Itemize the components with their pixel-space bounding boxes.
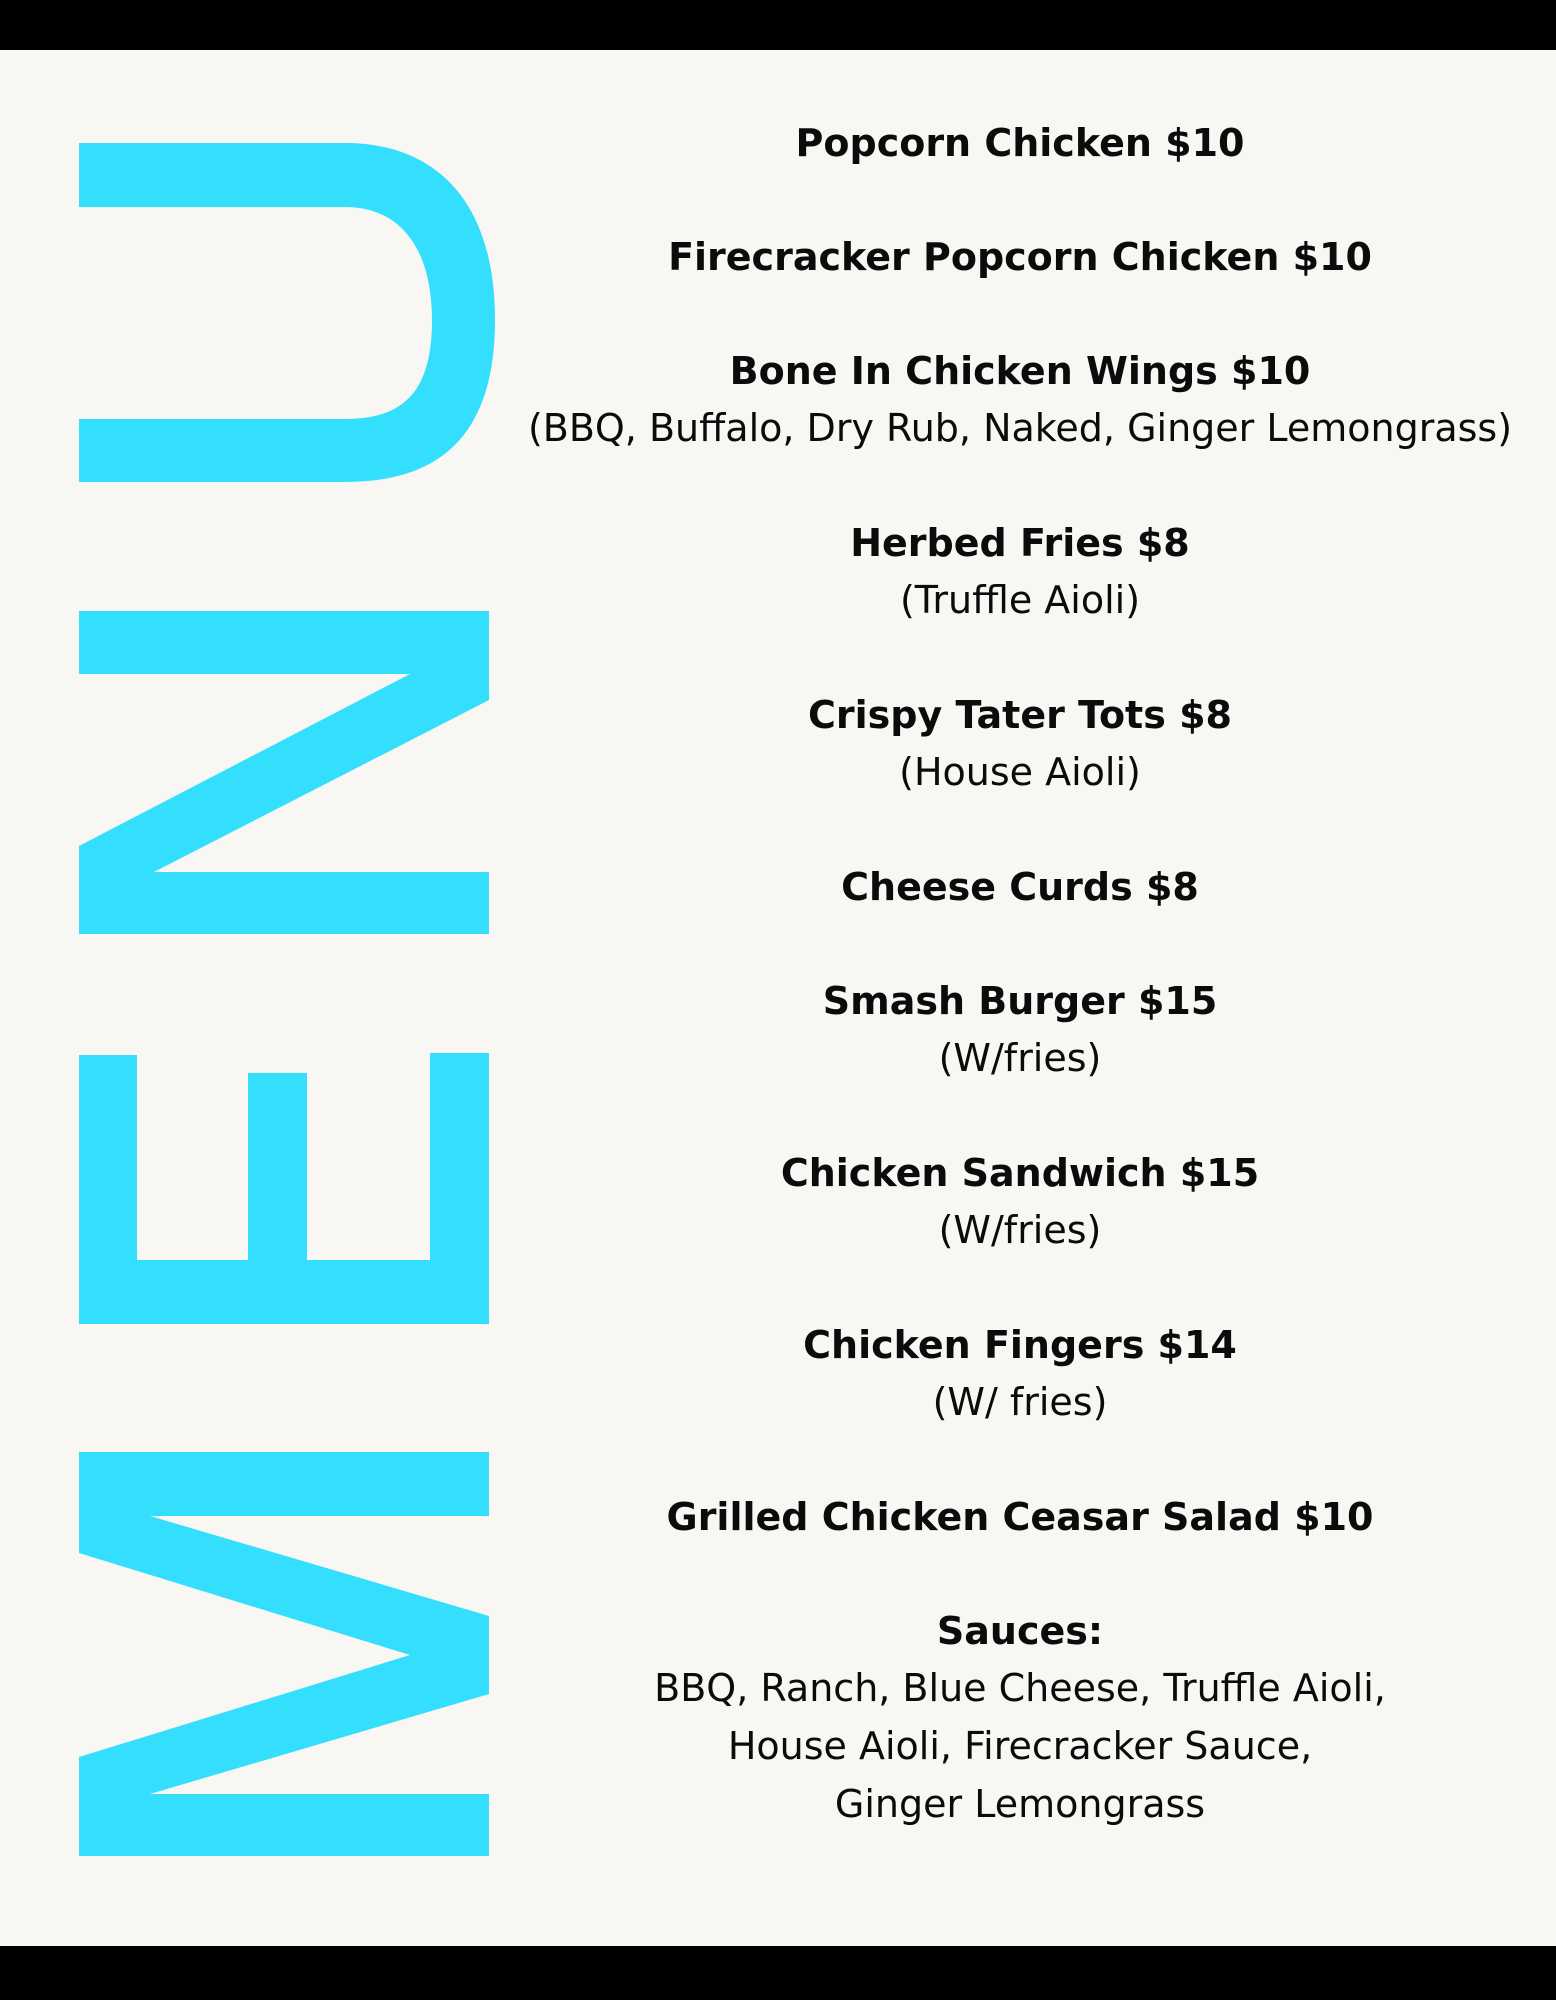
sauces-line: House Aioli, Firecracker Sauce,	[727, 1724, 1313, 1768]
menu-item-title: Bone In Chicken Wings $10	[729, 349, 1311, 393]
menu-item	[520, 973, 1520, 1087]
menu-item-note: (W/fries)	[938, 1036, 1102, 1080]
menu-item-note: (W/ fries)	[932, 1380, 1108, 1424]
menu-item	[520, 1317, 1520, 1431]
menu-heading-letters	[0, 50, 560, 1946]
menu-item-title: Chicken Sandwich $15	[780, 1151, 1260, 1195]
menu-item-title: Firecracker Popcorn Chicken $10	[668, 235, 1372, 279]
menu-letter-m	[79, 1452, 489, 1856]
menu-item	[520, 859, 1520, 915]
menu-item	[520, 343, 1520, 457]
menu-item-note: (BBQ, Buffalo, Dry Rub, Naked, Ginger Lemongrass)	[527, 406, 1513, 450]
sauces-line: Ginger Lemongrass	[834, 1782, 1206, 1826]
menu-item-title: Crispy Tater Tots $8	[808, 693, 1232, 737]
menu-item-title: Chicken Fingers $14	[803, 1323, 1237, 1367]
menu-item-title: Cheese Curds $8	[841, 865, 1199, 909]
menu-item-note: (Truffle Aioli)	[899, 578, 1141, 622]
sauces-line: BBQ, Ranch, Blue Cheese, Truffle Aioli,	[654, 1666, 1386, 1710]
sauces-section	[520, 1603, 1520, 1833]
menu-item-note: (W/fries)	[938, 1208, 1102, 1252]
sauces-title: Sauces:	[936, 1609, 1104, 1653]
menu-item-title: Smash Burger $15	[822, 979, 1218, 1023]
menu-page	[0, 50, 1556, 1946]
menu-item-list	[520, 115, 1520, 1833]
menu-item	[520, 1145, 1520, 1259]
menu-item	[520, 1489, 1520, 1545]
menu-letter-n	[79, 611, 489, 934]
menu-heading	[0, 50, 560, 1946]
menu-letter-e	[79, 1053, 489, 1324]
top-frame-bar	[0, 0, 1556, 50]
menu-letter-u	[79, 143, 495, 482]
menu-item	[520, 687, 1520, 801]
menu-item-title: Herbed Fries $8	[850, 521, 1190, 565]
menu-item	[520, 229, 1520, 285]
menu-item	[520, 115, 1520, 171]
menu-item	[520, 515, 1520, 629]
bottom-frame-bar	[0, 1946, 1556, 2000]
menu-item-note: (House Aioli)	[899, 750, 1141, 794]
menu-item-title: Grilled Chicken Ceasar Salad $10	[666, 1495, 1374, 1539]
menu-item-title: Popcorn Chicken $10	[795, 121, 1245, 165]
